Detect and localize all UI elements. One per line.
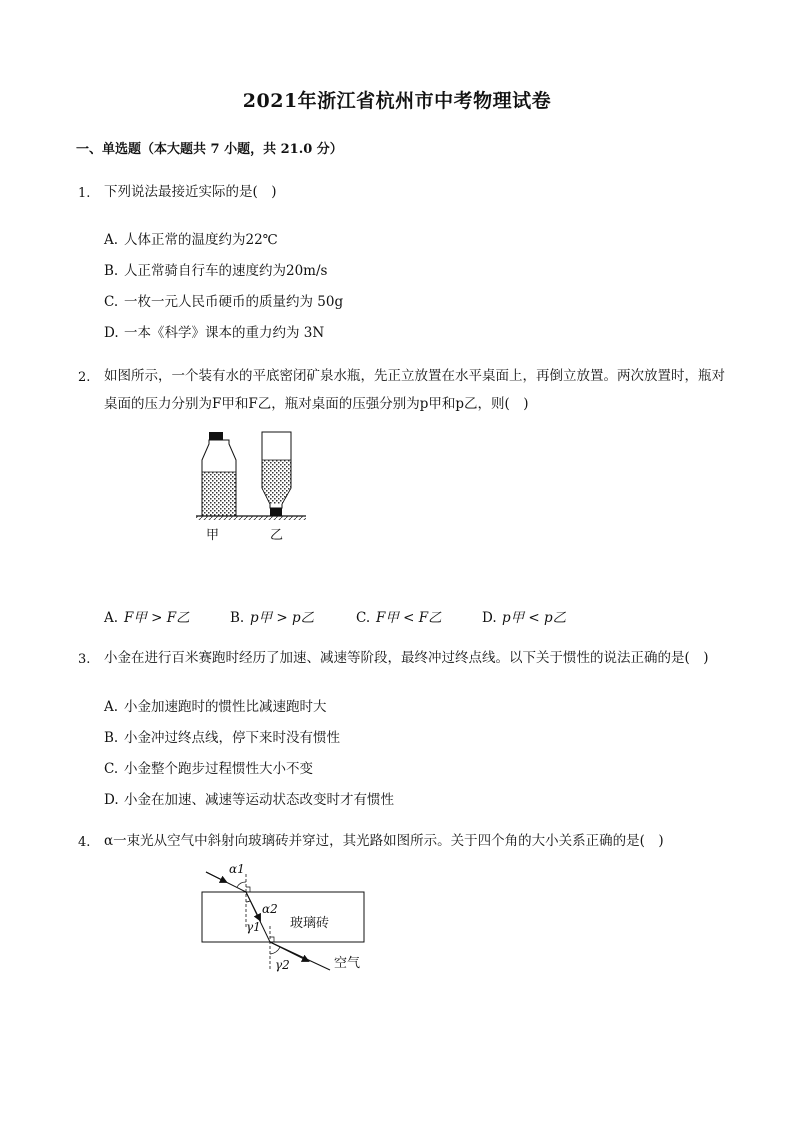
question-1-option-c[interactable] [104, 290, 343, 310]
glass-label: 玻璃砖 [290, 916, 330, 931]
page-title: 2021年浙江省杭州市中考物理试卷 [242, 90, 552, 112]
option-text: 人正常骑自行车的速度约为20m/s [124, 263, 328, 279]
figure-label-yi: 乙 [270, 528, 284, 543]
question-1-number: 1. [78, 186, 91, 201]
option-text: p甲 < p乙 [502, 610, 567, 626]
question-2-text: 如图所示，一个装有水的平底密闭矿泉水瓶，先正立放置在水平桌面上，再倒立放置。两次放置时，瓶对桌面的压力分别为F甲和F乙，瓶对桌面的压强分别为p甲和p乙，则( ) [104, 368, 725, 412]
figure-label-jia: 甲 [206, 528, 220, 543]
option-text: p甲 > p乙 [250, 610, 315, 626]
option-text: 一枚一元人民币硬币的质量约为 50g [124, 294, 344, 310]
question-3-option-d[interactable] [104, 788, 394, 808]
option-text: 小金整个跑步过程惯性大小不变 [124, 761, 313, 777]
option-letter: B. [104, 730, 119, 746]
question-1-text: 下列说法最接近实际的是( ) [104, 184, 277, 200]
option-text: 人体正常的温度约为22℃ [124, 232, 278, 248]
inverted-bottle [262, 432, 291, 516]
question-3-number: 3. [78, 652, 91, 667]
question-4-text: α一束光从空气中斜射向玻璃砖并穿过，其光路如图所示。关于四个角的大小关系正确的是( ) [104, 833, 664, 849]
question-2-option-c[interactable] [356, 606, 442, 626]
question-2-option-d[interactable] [482, 606, 566, 626]
option-letter: A. [104, 699, 119, 715]
option-letter: A. [104, 232, 119, 248]
question-2-option-b[interactable] [230, 606, 314, 626]
angle-gamma1-label: γ1 [246, 920, 261, 934]
option-text: 一本《科学》课本的重力约为 3N [124, 325, 325, 341]
question-1-option-d[interactable] [104, 321, 324, 341]
angle-alpha1-label: α1 [229, 862, 245, 876]
question-2-number: 2. [78, 370, 91, 385]
option-letter: B. [104, 263, 119, 279]
option-text: F甲 < F乙 [376, 610, 442, 626]
angle-gamma2-label: γ2 [275, 958, 290, 972]
option-letter: D. [104, 792, 119, 808]
question-1-option-b[interactable] [104, 259, 327, 279]
option-text: 小金加速跑时的惯性比减速跑时大 [124, 699, 327, 715]
option-letter: C. [104, 761, 119, 777]
option-letter: A. [104, 610, 119, 626]
question-3-option-b[interactable] [104, 726, 340, 746]
question-3-option-a[interactable] [104, 695, 327, 715]
question-3-option-c[interactable] [104, 757, 313, 777]
glass-block [202, 892, 364, 942]
option-text: F甲 > F乙 [124, 610, 190, 626]
question-4-number: 4. [78, 835, 91, 850]
option-letter: D. [482, 610, 497, 626]
angle-alpha2-label: α2 [262, 902, 278, 916]
air-label: 空气 [334, 956, 361, 971]
option-text: 小金在加速、减速等运动状态改变时才有惯性 [124, 792, 394, 808]
option-text: 小金冲过终点线，停下来时没有惯性 [124, 730, 340, 746]
option-letter: C. [104, 294, 119, 310]
upright-bottle [202, 432, 236, 516]
bottles-figure [196, 428, 326, 538]
option-letter: D. [104, 325, 119, 341]
option-letter: C. [356, 610, 371, 626]
section-heading: 一、单选题（本大题共 7 小题，共 21.0 分） [76, 142, 343, 157]
question-1-option-a[interactable] [104, 228, 278, 248]
option-letter: B. [230, 610, 245, 626]
question-2-option-a[interactable] [104, 606, 190, 626]
question-3-text: 小金在进行百米赛跑时经历了加速、减速等阶段，最终冲过终点线。以下关于惯性的说法正确的是( ) [104, 650, 709, 666]
